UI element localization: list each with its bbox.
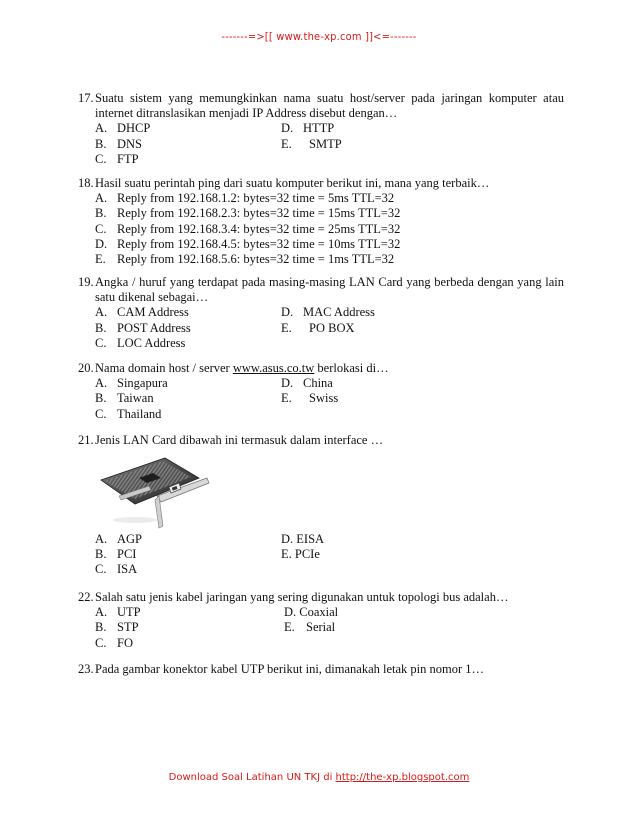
footer-link[interactable]: http://the-xp.blogspot.com [335, 772, 470, 783]
option-d: D. HTTP [281, 121, 335, 136]
question-text: Salah satu jenis kabel jaringan yang sering digunakan untuk topologi bus adalah… [95, 590, 509, 604]
option-a: A. Reply from 192.168.1.2: bytes=32 time = 5ms TTL=32 [95, 191, 395, 206]
lan-card-image [95, 450, 213, 530]
question-21 [78, 433, 564, 448]
question-text: Angka / huruf yang terdapat pada masing-masing LAN Card yang berbeda dengan yang lain satu dikenal sebagai… [95, 275, 564, 305]
option-a: A. Singapura [95, 376, 168, 391]
option-e: E. SMTP [281, 136, 342, 151]
question-text: Nama domain host / server www.asus.co.tw berlokasi di… [95, 361, 389, 375]
question-number: 21. [78, 433, 94, 447]
question-18 [78, 176, 564, 267]
option-e: E. Serial [284, 620, 336, 635]
question-number: 17. [78, 91, 94, 105]
option-e: E. PCIe [281, 547, 320, 562]
option-d: D. China [281, 376, 333, 391]
question-number: 23. [78, 662, 94, 676]
option-b: B. PCI [95, 547, 137, 562]
option-e: E. Reply from 192.168.5.6: bytes=32 time = 1ms TTL=32 [95, 251, 395, 266]
option-d: D. MAC Address [281, 305, 375, 320]
option-a: A. UTP [95, 605, 141, 620]
question-20 [78, 361, 564, 422]
footer-text: Download Soal Latihan UN TKJ di [168, 772, 336, 783]
option-a: A. DHCP [95, 121, 151, 136]
question-23 [78, 662, 564, 677]
question-number: 19. [78, 275, 94, 289]
option-b: B. DNS [95, 136, 143, 151]
domain-link[interactable]: www.asus.co.tw [232, 361, 315, 375]
lan-card-illustration [95, 450, 213, 530]
option-c: C. LOC Address [95, 335, 186, 350]
option-b: B. Reply from 192.168.2.3: bytes=32 time = 15ms TTL=32 [95, 206, 401, 221]
question-22 [78, 590, 564, 651]
option-b: B. POST Address [95, 320, 191, 335]
page-header: -------=>[[ www.the-xp.com ]]<=------- [221, 30, 417, 43]
option-e: E. PO BOX [281, 320, 355, 335]
option-c: C. FTP [95, 151, 139, 166]
question-text: Pada gambar konektor kabel UTP berikut ini, dimanakah letak pin nomor 1… [95, 662, 485, 676]
option-c: C. FO [95, 635, 133, 650]
option-b: B. STP [95, 620, 139, 635]
option-d: D. EISA [281, 532, 325, 546]
question-number: 20. [78, 361, 94, 375]
option-d: D. Reply from 192.168.4.5: bytes=32 time = 10ms TTL=32 [95, 236, 401, 251]
question-17 [78, 91, 564, 167]
question-text: Suatu sistem yang memungkinkan nama suatu host/server pada jaringan komputer atau internet ditranslasikan menjadi IP Address disebut dengan… [95, 91, 564, 121]
option-c: C. ISA [95, 562, 138, 577]
question-text: Hasil suatu perintah ping dari suatu komputer berikut ini, mana yang terbaik… [95, 176, 490, 190]
question-number: 22. [78, 590, 94, 604]
question-21-options [78, 532, 564, 578]
question-text: Jenis LAN Card dibawah ini termasuk dalam interface … [95, 433, 384, 447]
option-c: C. Thailand [95, 406, 162, 421]
question-number: 18. [78, 176, 94, 190]
option-d: D. Coaxial [284, 605, 339, 620]
option-e: E. Swiss [281, 391, 339, 406]
page-footer [0, 772, 638, 783]
question-19 [78, 275, 564, 351]
option-c: C. Reply from 192.168.3.4: bytes=32 time = 25ms TTL=32 [95, 221, 401, 236]
option-a: A. AGP [95, 532, 143, 546]
option-b: B. Taiwan [95, 391, 154, 406]
option-a: A. CAM Address [95, 305, 189, 320]
